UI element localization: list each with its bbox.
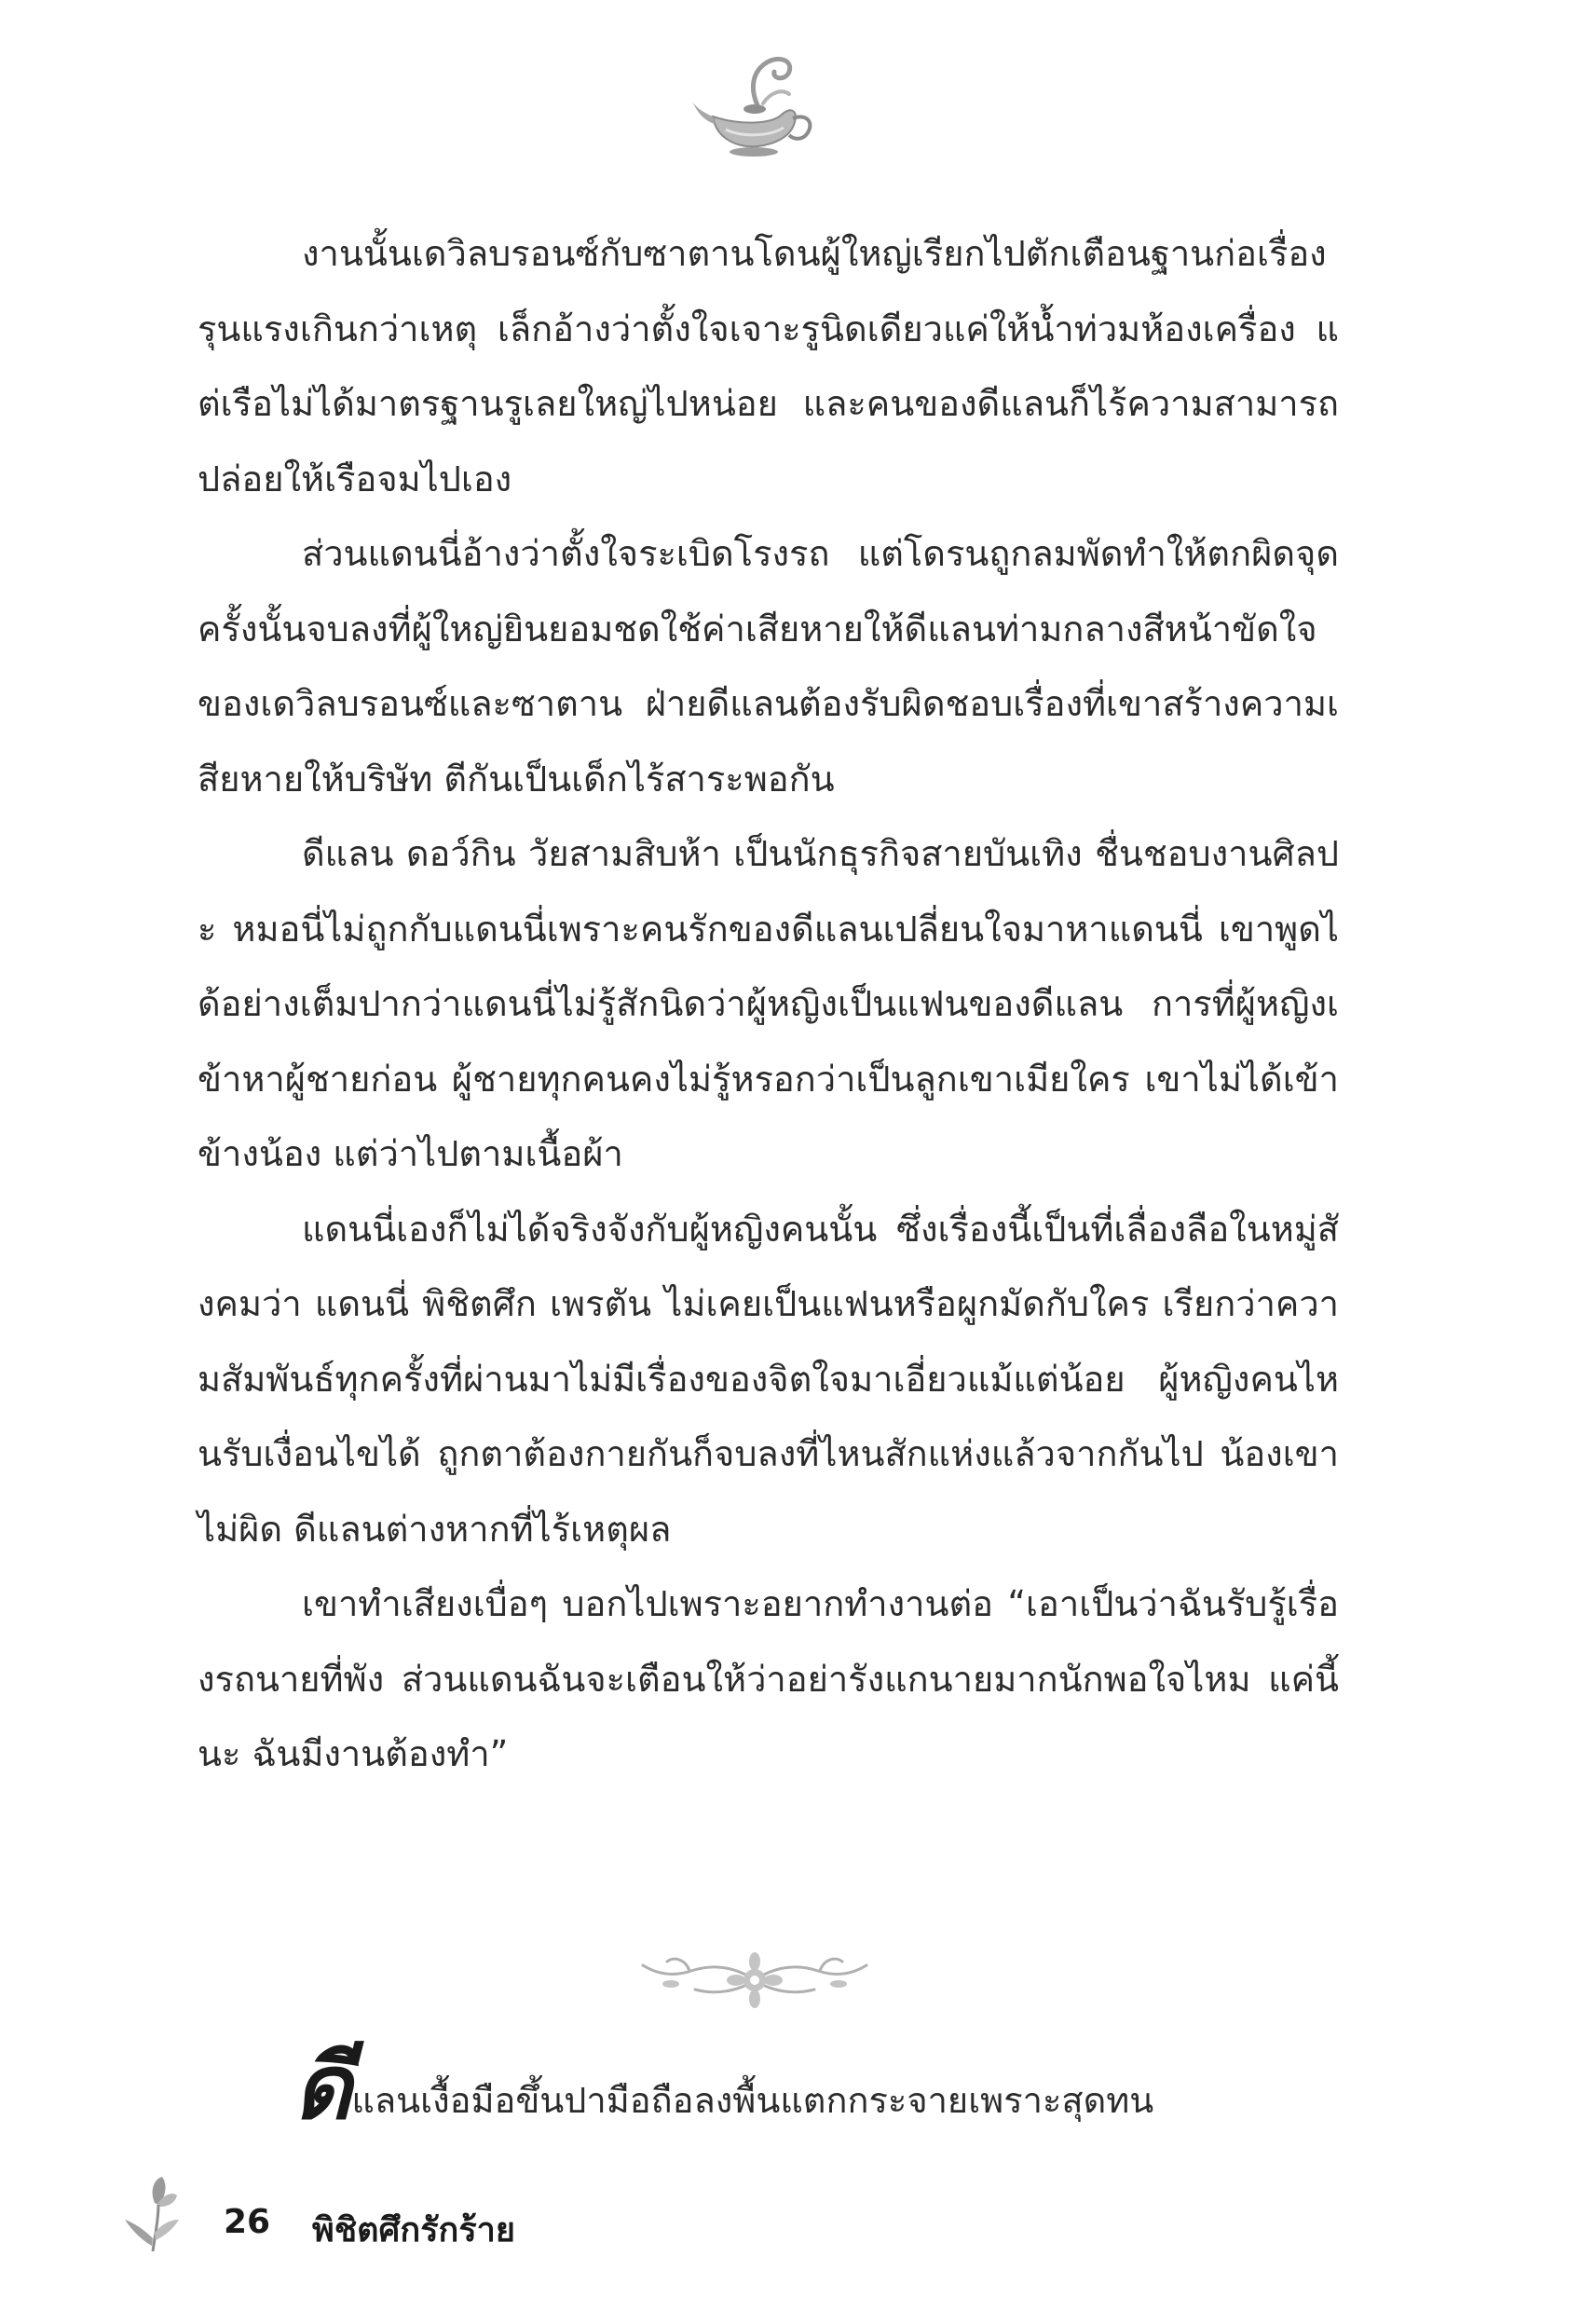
floral-divider-icon (634, 1943, 876, 2017)
book-title: พิชิตศึกรักร้าย (312, 2211, 515, 2249)
paragraph-2: ส่วนแดนนี่อ้างว่าตั้งใจระเบิดโรงรถ แต่โดรนถูกลมพัดทำให้ตกผิดจุด ครั้งนั้นจบลงที่ผู้ใหญ่ยินยอมชดใช้ค่าเสียหายให้ดีแลนท่ามกลางสีหน้าขัดใจของเดวิลบรอนซ์และซาตาน ฝ่ายดีแลนต้องรับผิดชอบเรื่องที่เขาสร้างความเสียหายให้บริษัท ตีกันเป็นเด็กไร้สาระพอกัน (198, 533, 1339, 800)
paragraph-5: เขาทำเสียงเบื่อๆ บอกไปเพราะอยากทำงานต่อ “เอาเป็นว่าฉันรับรู้เรื่องรถนายที่พัง ส่วนแดนฉันจะเตือนให้ว่าอย่ารังแกนายมากนักพอใจไหม แค่นี้นะ ฉันมีงานต้องทำ” (198, 1583, 1339, 1774)
paragraph-4: แดนนี่เองก็ไม่ได้จริงจังกับผู้หญิงคนนั้น ซึ่งเรื่องนี้เป็นที่เลื่องลือในหมู่สังคมว่า แดนนี่ พิชิตศึก เพรตัน ไม่เคยเป็นแฟนหรือผูกมัดกับใคร เรียกว่าความสัมพันธ์ทุกครั้งที่ผ่านมาไม่มีเรื่องของจิตใจมาเอี่ยวแม้แต่น้อย ผู้หญิงคนไหนรับเงื่อนไขได้ ถูกตาต้องกายกันก็จบลงที่ไหนสักแห่งแล้วจากกันไป น้องเขาไม่ผิด ดีแลนต่างหากที่ไร้เหตุผล (198, 1208, 1339, 1550)
drop-cap: ดี (293, 2035, 352, 2140)
page-footer (121, 2171, 773, 2255)
paragraph-1: งานนั้นเดวิลบรอนซ์กับซาตานโดนผู้ใหญ่เรียกไปตักเตือนฐานก่อเรื่องรุนแรงเกินกว่าเหตุ เล็กอ้างว่าตั้งใจเจาะรูนิดเดียวแค่ให้น้ำท่วมห้องเครื่อง แต่เรือไม่ได้มาตรฐานรูเลยใหญ่ไปหน่อย และคนของดีแลนก็ไร้ความสามารถปล่อยให้เรือจมไปเอง (198, 233, 1339, 499)
tulip-icon (121, 2171, 186, 2255)
paragraph-3: ดีแลน ดอว์กิน วัยสามสิบห้า เป็นนักธุรกิจสายบันเทิง ชื่นชอบงานศิลปะ หมอนี่ไม่ถูกกับแดนนี่เพราะคนรักของดีแลนเปลี่ยนใจมาหาแดนนี่ เขาพูดได้อย่างเต็มปากว่าแดนนี่ไม่รู้สักนิดว่าผู้หญิงเป็นแฟนของดีแลน การที่ผู้หญิงเข้าหาผู้ชายก่อน ผู้ชายทุกคนคงไม่รู้หรอกว่าเป็นลูกเขาเมียใคร เขาไม่ได้เข้าข้างน้อง แต่ว่าไปตามเนื้อผ้า (198, 833, 1339, 1174)
page-number: 26 (224, 2203, 271, 2241)
body-text (198, 216, 1339, 1792)
section-opening-text: แลนเงื้อมือขึ้นปามือถือลงพื้นแตกกระจายเพราะสุดทน (351, 2080, 1154, 2121)
section-opening-line (293, 2036, 1356, 2152)
genie-lamp-icon (685, 51, 825, 163)
